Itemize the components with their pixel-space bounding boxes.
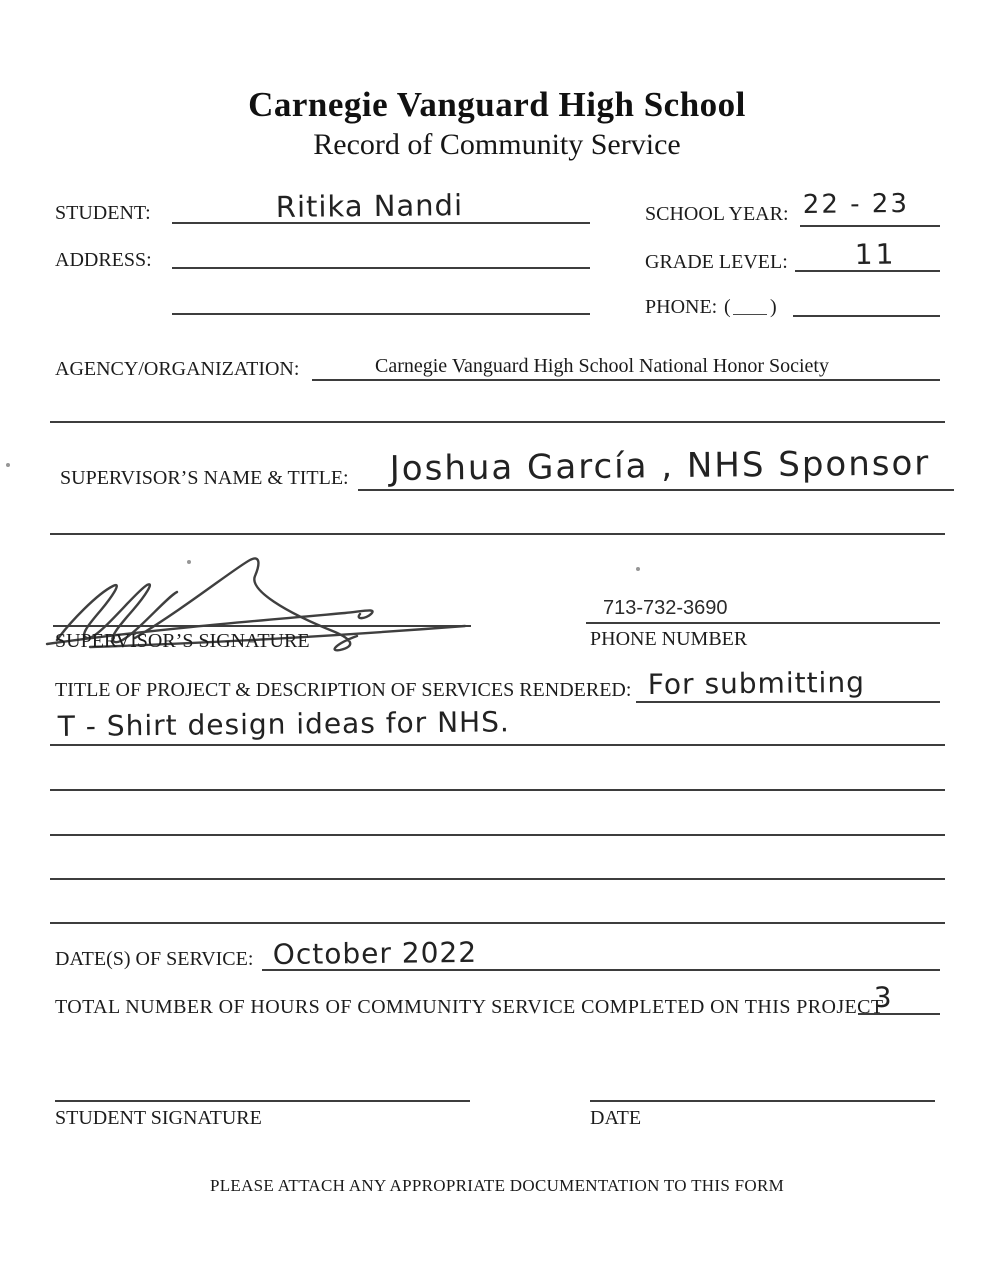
- supervisor-signature-label: SUPERVISOR’S SIGNATURE: [55, 630, 310, 652]
- grade-level-value: 11: [854, 237, 897, 271]
- dates-of-service-value: October 2022: [272, 935, 478, 971]
- blank-line-2: [50, 834, 945, 836]
- address-underline-2: [172, 313, 590, 315]
- school-year-underline: [800, 225, 940, 227]
- phone-close-paren: ): [770, 296, 777, 318]
- student-signature-underline: [55, 1100, 470, 1102]
- project-label: TITLE OF PROJECT & DESCRIPTION OF SERVICES RENDERED:: [55, 679, 632, 701]
- project-value-line1: For submitting: [647, 665, 866, 701]
- address-underline-1: [172, 267, 590, 269]
- grade-level-label: GRADE LEVEL:: [645, 251, 788, 273]
- form-title: Record of Community Service: [313, 128, 681, 161]
- student-signature-label: STUDENT SIGNATURE: [55, 1107, 262, 1129]
- total-hours-label: TOTAL NUMBER OF HOURS OF COMMUNITY SERVICE COMPLETED ON THIS PROJECT: [55, 996, 884, 1018]
- project-underline-1: [636, 701, 940, 703]
- total-hours-underline: [858, 1013, 940, 1015]
- school-year-value: 22 - 23: [802, 188, 910, 220]
- supervisor-phone-underline: [586, 622, 940, 624]
- school-name-heading: Carnegie Vanguard High School: [248, 85, 746, 124]
- footer-note: PLEASE ATTACH ANY APPROPRIATE DOCUMENTATION TO THIS FORM: [209, 1176, 785, 1195]
- phone-label: PHONE:: [645, 296, 718, 318]
- supervisor-name-title-label: SUPERVISOR’S NAME & TITLE:: [60, 467, 349, 489]
- project-underline-2: [50, 744, 945, 746]
- address-label: ADDRESS:: [55, 249, 152, 271]
- total-hours-value: 3: [873, 980, 892, 1014]
- student-value: Ritika Nandi: [275, 188, 464, 224]
- scan-speck-above-phone: [636, 567, 640, 571]
- dates-of-service-label: DATE(S) OF SERVICE:: [55, 948, 254, 970]
- supervisor-name-title-underline: [358, 489, 954, 491]
- phone-open-paren: (: [724, 296, 731, 318]
- phone-area-code-underline: [733, 314, 767, 315]
- project-value-line2: T - Shirt design ideas for NHS.: [57, 705, 510, 743]
- blank-line-1: [50, 789, 945, 791]
- supervisor-phone-label: PHONE NUMBER: [590, 628, 748, 650]
- supervisor-name-title-value: Joshua García , NHS Sponsor: [389, 443, 931, 489]
- school-year-label: SCHOOL YEAR:: [645, 203, 789, 225]
- scan-speck-above-signature: [187, 560, 191, 564]
- date-underline: [590, 1100, 935, 1102]
- supervisor-signature-underline: [53, 625, 471, 627]
- agency-value: Carnegie Vanguard High School National Honor Society: [375, 355, 829, 377]
- phone-underline: [793, 315, 940, 317]
- agency-underline-2: [50, 421, 945, 423]
- blank-line-4: [50, 922, 945, 924]
- student-label: STUDENT:: [55, 202, 151, 224]
- date-label: DATE: [590, 1107, 642, 1129]
- scan-speck-left-margin: [6, 463, 10, 467]
- supervisor-phone-value: 713-732-3690: [603, 597, 728, 619]
- agency-underline: [312, 379, 940, 381]
- blank-line-3: [50, 878, 945, 880]
- agency-label: AGENCY/ORGANIZATION:: [55, 358, 300, 380]
- supervisor-section-underline: [50, 533, 945, 535]
- dates-of-service-underline: [262, 969, 940, 971]
